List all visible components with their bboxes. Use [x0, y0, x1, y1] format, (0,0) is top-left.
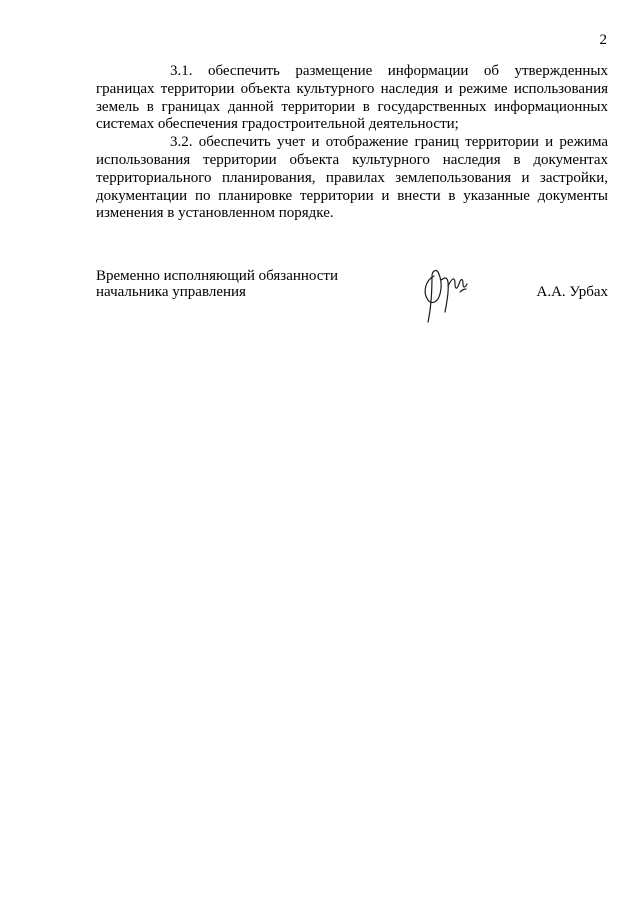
signatory-title-line-1: Временно исполняющий обязанности [96, 268, 339, 284]
signatory-name: А.А. Урбах [536, 284, 608, 300]
paragraph-3-1 [96, 63, 608, 134]
signature-block [96, 268, 608, 328]
page-number: 2 [599, 32, 607, 48]
handwritten-signature [414, 262, 480, 328]
signatory-title [96, 268, 338, 300]
paragraph-text: обеспечить размещение информации об утвержденных границах территории объекта культурного наследия и режиме использования земель в границах данной территории в государственных информационных системах обеспечения градостроительной деятельности; [96, 63, 608, 133]
signatory-title-line-2: начальника управления [96, 284, 246, 300]
paragraph-number: 3.1. [170, 63, 193, 79]
paragraph-text: обеспечить учет и отображение границ территории и режима использования территории объекта культурного наследия в документах территориального планирования, правилах землепользования и застройки, документации по планировке территории и внести в указанные документы изменения в установленном порядке. [96, 134, 609, 222]
document-body [96, 63, 608, 223]
paragraph-3-2 [96, 134, 608, 223]
paragraph-number: 3.2. [170, 134, 193, 151]
